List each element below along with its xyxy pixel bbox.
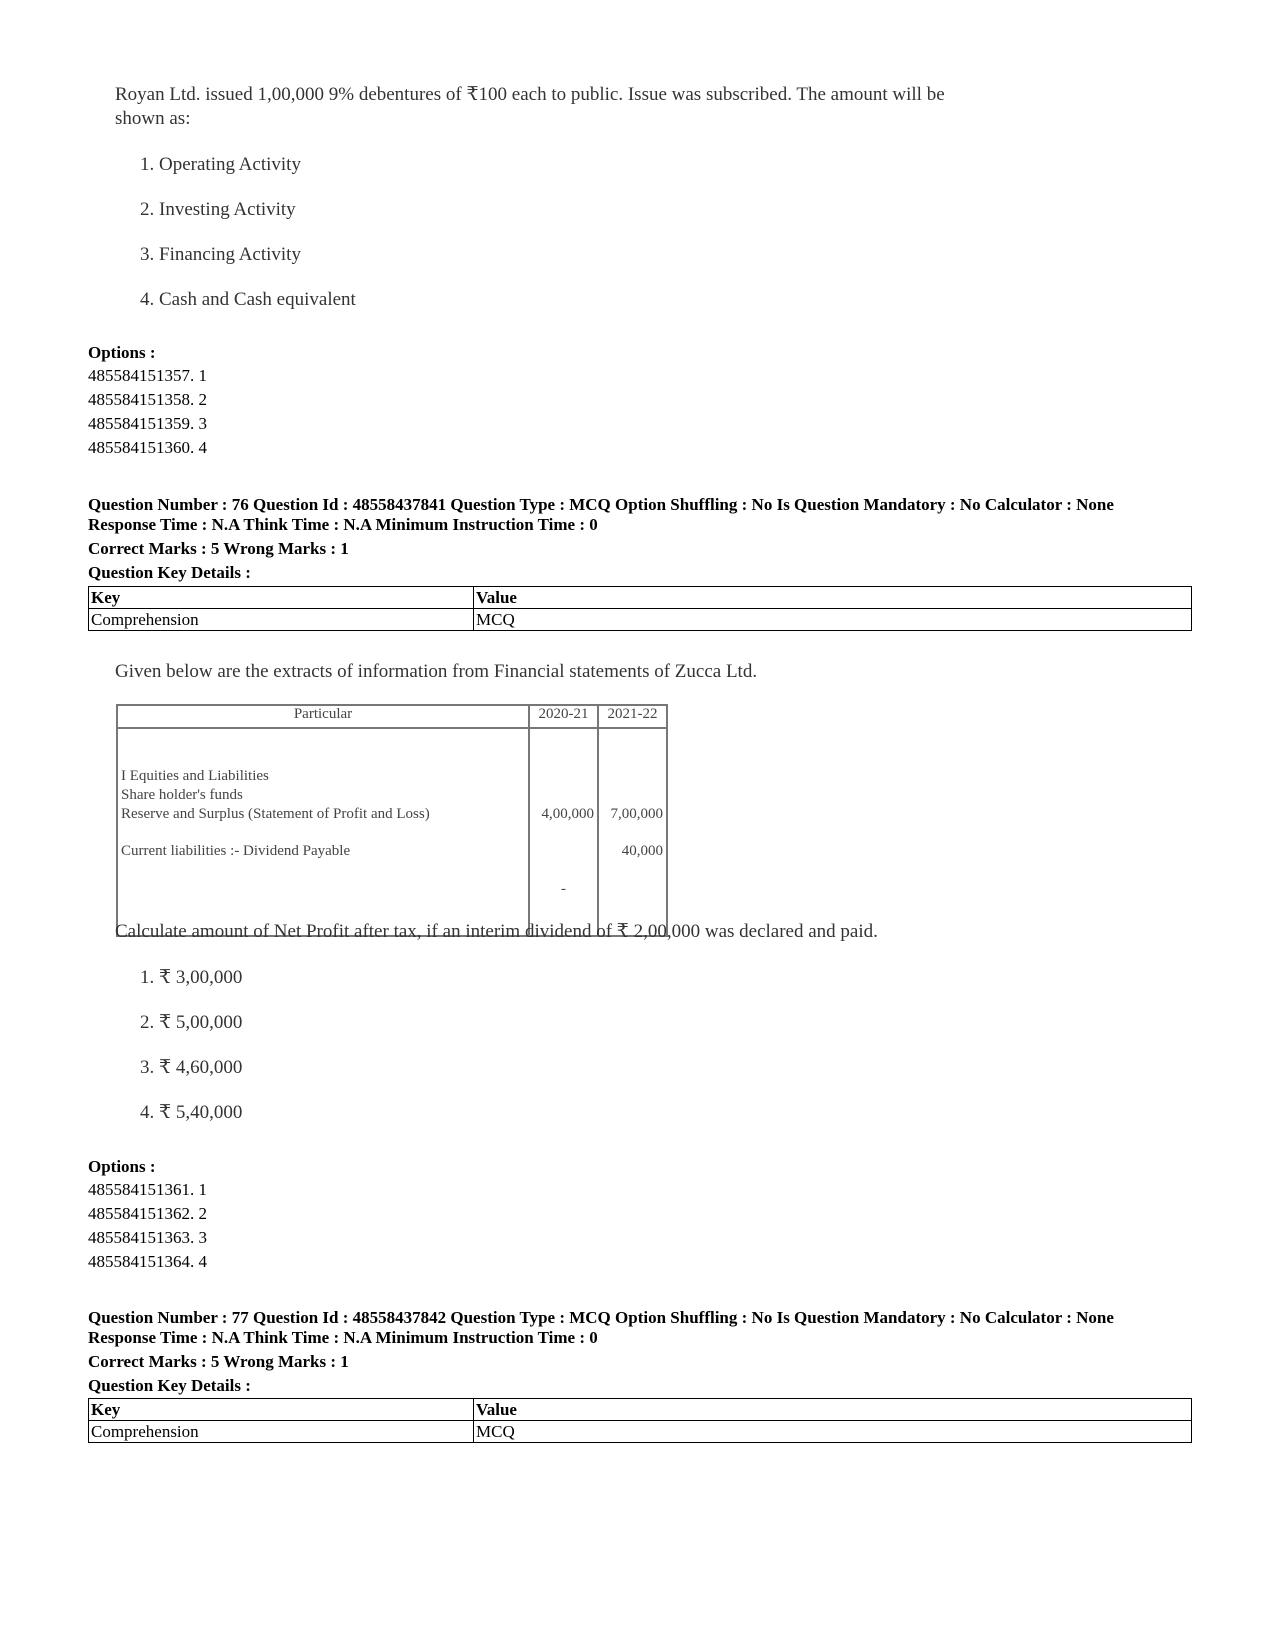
option-line: 485584151362. 2 (88, 1204, 207, 1223)
row-equities: I Equities and Liabilities (121, 768, 269, 784)
q76-choice-4: 4. ₹ 5,40,000 (140, 1102, 243, 1123)
value-header: Value (474, 587, 1192, 609)
q75-choice-3: 3. Financing Activity (140, 244, 301, 265)
option-line: 485584151360. 4 (88, 438, 207, 457)
reserve-y1: 4,00,000 (541, 806, 594, 822)
key-header: Key (89, 587, 474, 609)
value-header: Value (474, 1399, 1192, 1421)
q76-question: Calculate amount of Net Profit after tax, if an interim dividend of ₹ 2,00,000 was declared and paid. (115, 921, 878, 942)
value-cell: MCQ (474, 1421, 1192, 1443)
q77-meta-line2: Response Time : N.A Think Time : N.A Minimum Instruction Time : 0 (88, 1328, 598, 1347)
option-line: 485584151361. 1 (88, 1180, 207, 1199)
table-row (89, 609, 1192, 631)
reserve-y2: 7,00,000 (610, 806, 663, 822)
q76-key-table (88, 586, 1192, 631)
q76-choice-2: 2. ₹ 5,00,000 (140, 1012, 243, 1033)
table-row (117, 705, 667, 728)
q76-meta-line1: Question Number : 76 Question Id : 48558437841 Question Type : MCQ Option Shuffling : No Is Question Mandatory : No Calculator : None (88, 495, 1114, 514)
q75-options-label: Options : (88, 343, 156, 362)
q75-choice-2: 2. Investing Activity (140, 199, 296, 220)
q77-key-table (88, 1398, 1192, 1443)
table-row (117, 728, 667, 936)
q76-options-list (88, 1178, 207, 1274)
q75-choice-4: 4. Cash and Cash equivalent (140, 289, 356, 310)
q77-meta-line1: Question Number : 77 Question Id : 48558437842 Question Type : MCQ Option Shuffling : No Is Question Mandatory : No Calculator : None (88, 1308, 1114, 1327)
table-row (89, 587, 1192, 609)
key-cell: Comprehension (89, 1421, 474, 1443)
q75-stem: Royan Ltd. issued 1,00,000 9% debentures of ₹100 each to public. Issue was subscribed. The amount will be shown as: (115, 84, 945, 129)
q76-choice-3: 3. ₹ 4,60,000 (140, 1057, 243, 1078)
particular-header: Particular (117, 705, 529, 728)
year1-header: 2020-21 (529, 705, 598, 728)
option-line: 485584151364. 4 (88, 1252, 207, 1271)
table-row (89, 1421, 1192, 1443)
q75-options-list (88, 364, 207, 460)
dividend-y1: - (560, 881, 566, 897)
row-reserve-surplus: Reserve and Surplus (Statement of Profit and Loss) (121, 806, 430, 822)
dividend-y2: 40,000 (621, 843, 663, 859)
option-line: 485584151363. 3 (88, 1228, 207, 1247)
q77-key-details-label: Question Key Details : (88, 1376, 251, 1395)
table-row (89, 1399, 1192, 1421)
option-line: 485584151357. 1 (88, 366, 207, 385)
year2-header: 2021-22 (598, 705, 667, 728)
q77-marks: Correct Marks : 5 Wrong Marks : 1 (88, 1352, 349, 1371)
q76-marks: Correct Marks : 5 Wrong Marks : 1 (88, 539, 349, 558)
q75-choice-1: 1. Operating Activity (140, 154, 301, 175)
q76-intro: Given below are the extracts of information from Financial statements of Zucca Ltd. (115, 661, 758, 682)
q76-key-details-label: Question Key Details : (88, 563, 251, 582)
particulars-cell (117, 728, 529, 936)
financial-extract-table (116, 704, 668, 937)
row-dividend-payable: Current liabilities :- Dividend Payable (121, 843, 351, 859)
q76-choice-1: 1. ₹ 3,00,000 (140, 967, 243, 988)
option-line: 485584151358. 2 (88, 390, 207, 409)
option-line: 485584151359. 3 (88, 414, 207, 433)
key-header: Key (89, 1399, 474, 1421)
row-shareholders-funds: Share holder's funds (121, 787, 243, 803)
q76-meta-line2: Response Time : N.A Think Time : N.A Minimum Instruction Time : 0 (88, 515, 598, 534)
year1-values (529, 728, 598, 936)
q76-options-label: Options : (88, 1157, 156, 1176)
value-cell: MCQ (474, 609, 1192, 631)
key-cell: Comprehension (89, 609, 474, 631)
year2-values (598, 728, 667, 936)
